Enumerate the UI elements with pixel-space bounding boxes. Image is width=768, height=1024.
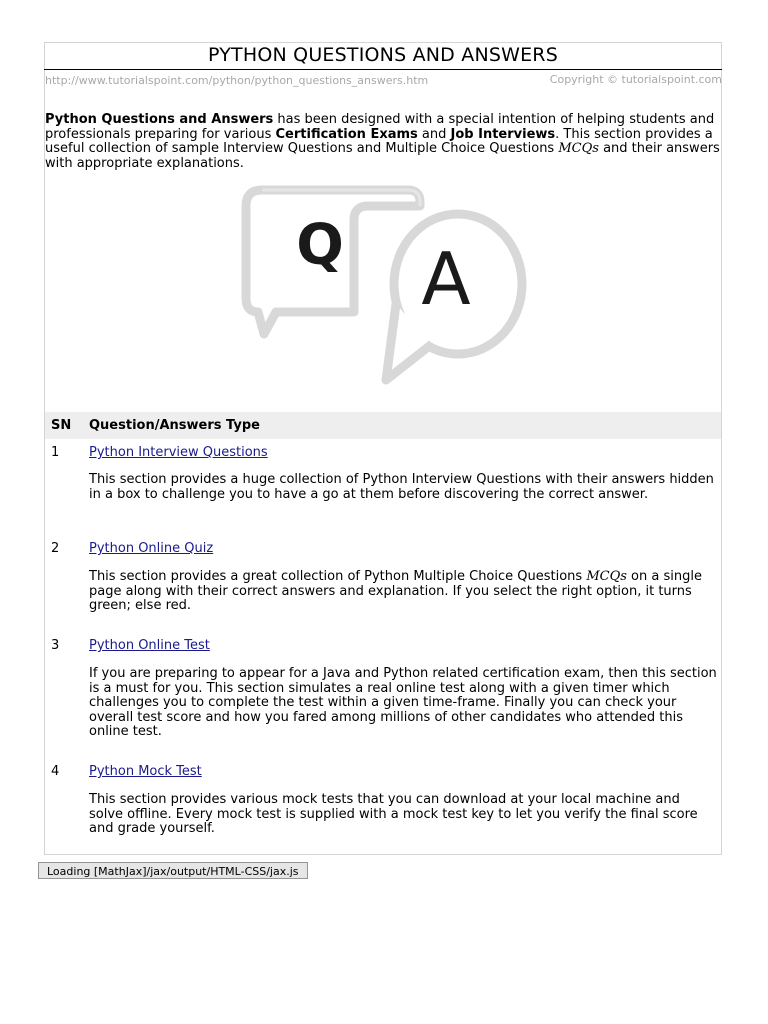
- table-header-type: Question/Answers Type: [89, 418, 260, 433]
- row-description: If you are preparing to appear for a Java and Python related certification exam, then this section is a must for you. This section simulates a real online test along with a given timer which challenges you to complete the test within a given time-frame. Finally you can check your overall test score and how you fared among millions of other candidates who attended this online test.: [89, 666, 717, 740]
- link-python-online-test[interactable]: Python Online Test: [89, 638, 210, 653]
- intro-text-4: and their answers with appropriate explanations.: [45, 141, 720, 171]
- row-number: 2: [51, 541, 60, 556]
- row-desc-math-mcqs: MCQs: [586, 569, 627, 584]
- link-python-online-quiz[interactable]: Python Online Quiz: [89, 541, 214, 556]
- row-desc-text-2: on a single page along with their correct answers and explanation. If you select the right option, it turns green; else red.: [89, 569, 702, 614]
- table-header-row: [45, 412, 721, 439]
- row-desc-text-1: This section provides a great collection of Python Multiple Choice Questions: [89, 569, 587, 584]
- intro-text-2: and: [417, 126, 451, 142]
- letter-q: Q: [296, 213, 344, 278]
- intro-bold-interviews: Job Interviews: [450, 126, 556, 142]
- intro-paragraph: [45, 113, 725, 171]
- qa-bubbles-image: [236, 184, 530, 388]
- row-description: This section provides a huge collection of Python Interview Questions with their answers hidden in a box to challenge you to have a go at them before discovering the correct answer.: [89, 472, 714, 502]
- row-description: This section provides various mock tests that you can download at your local machine and solve offline. Every mock test is supplied with a mock test key to let you verify the final score and grade yourself.: [89, 792, 698, 837]
- mathjax-loading-status: Loading [MathJax]/jax/output/HTML-CSS/jax.js: [38, 862, 308, 879]
- page-title: PYTHON QUESTIONS AND ANSWERS: [44, 42, 722, 70]
- intro-bold-certification: Certification Exams: [275, 126, 418, 142]
- letter-a: A: [421, 237, 471, 321]
- intro-text-1: has been designed with a special intention of helping students and professionals preparing for various: [45, 112, 715, 142]
- row-number: 1: [51, 445, 60, 460]
- row-description: [89, 570, 717, 614]
- link-python-interview-questions[interactable]: Python Interview Questions: [89, 445, 268, 460]
- intro-text-3: . This section provides a useful collection of sample Interview Questions and Multiple Choice Questions: [45, 126, 713, 157]
- copyright-notice: Copyright © tutorialspoint.com: [549, 73, 722, 86]
- link-python-mock-test[interactable]: Python Mock Test: [89, 764, 202, 779]
- row-number: 4: [51, 764, 60, 779]
- intro-math-mcqs: MCQs: [558, 141, 599, 157]
- row-number: 3: [51, 638, 60, 653]
- table-header-sn: SN: [51, 418, 72, 433]
- page-url: http://www.tutorialspoint.com/python/python_questions_answers.htm: [45, 74, 429, 87]
- intro-bold-title: Python Questions and Answers: [45, 112, 274, 127]
